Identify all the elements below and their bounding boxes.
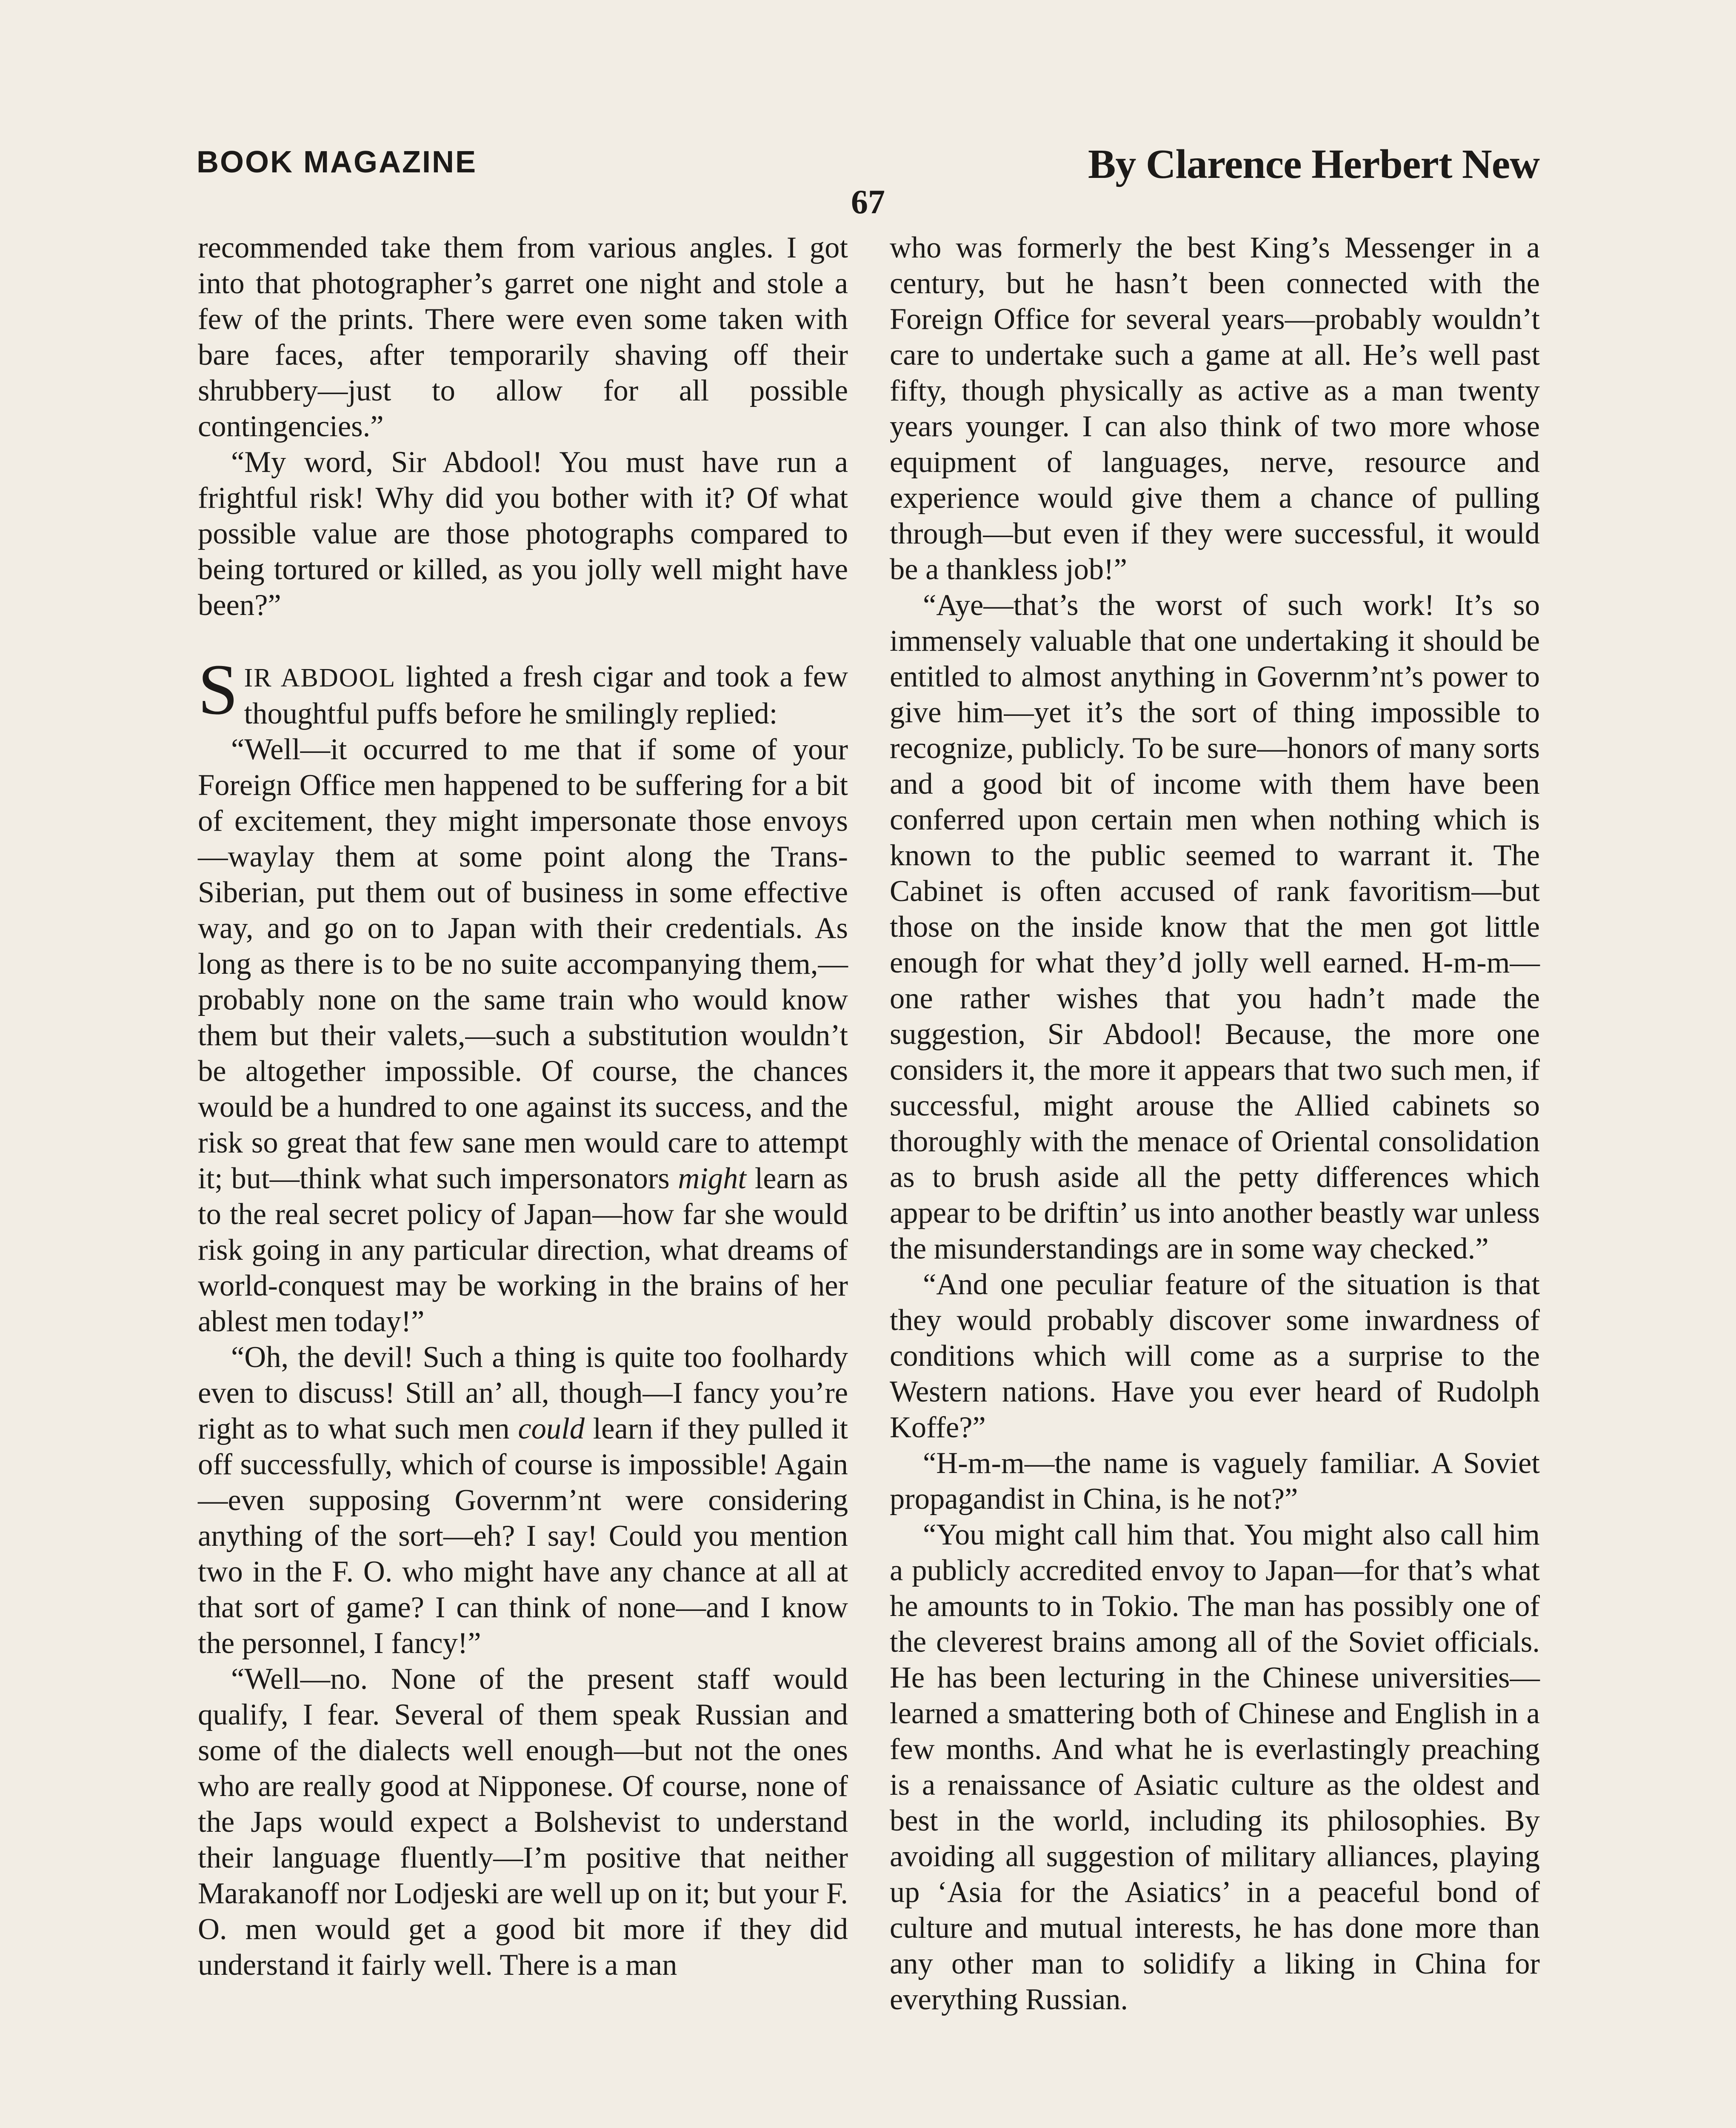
page-header xyxy=(197,140,1539,187)
paragraph-text: learn as to the real secret policy of Japan—how far she would risk going in any particular direction, what dreams of world-conquest may be working in the brains of her ablest men today!” xyxy=(198,1162,848,1338)
left-column xyxy=(198,230,848,1983)
small-caps-lead: IR ABDOOL xyxy=(244,664,396,692)
paragraph xyxy=(198,1339,848,1661)
paragraph: “Aye—that’s the worst of such work! It’s so immensely valuable that one undertaking it should be entitled to almost anything in Governm’nt’s power to give him—yet it’s the sort of thing impossible to recognize, publicly. To be sure—honors of many sorts and a good bit of income with them have been conferred upon certain men when nothing which is known to the public seemed to warrant it. The Cabinet is often accused of rank favoritism—but those on the inside know that the men got little enough for what they’d jolly well earned. H-m-m—one rather wishes that you hadn’t made the suggestion, Sir Abdool! Because, the more one considers it, the more it appears that two such men, if successful, might arouse the Allied cabinets so thoroughly with the menace of Oriental consolidation as to brush aside all the petty differences which appear to be driftin’ us into another beastly war unless the misunderstandings are in some way checked.” xyxy=(890,589,1540,1265)
paragraph: “You might call him that. You might also call him a publicly accredited envoy to Japan—for that’s what he amounts to in Tokio. The man has possibly one of the cleverest brains among all of the Soviet officials. He has been lecturing in the Chinese universities—learned a smattering both of Chinese and English in a few months. And what he is everlastingly preaching is a renaissance of Asiatic culture as the oldest and best in the world, including its philosophies. By avoiding all suggestion of military alliances, playing up ‘Asia for the Asiatics’ in a peaceful bond of culture and mutual interests, he has done more than any other man to solidify a liking in China for everything Russian. xyxy=(890,1518,1540,2016)
paragraph: recommended take them from various angles. I got into that photographer’s garret one night and stole a few of the prints. There were even some taken with bare faces, after temporarily shaving off their shrubbery—just to allow for all possible contingencies.” xyxy=(198,231,848,443)
paragraph-text: lighted a fresh cigar and took a few thoughtful puffs before he smilingly replied: xyxy=(244,660,848,730)
paragraph: who was formerly the best King’s Messenger in a century, but he hasn’t been connected with the Foreign Office for several years—probably wouldn’t care to undertake such a game at all. He’s well past fifty, though physically as active as a man twenty years younger. I can also think of two more whose equipment of languages, nerve, resource and experience would give them a chance of pulling through—but even if they were successful, it would be a thankless job!” xyxy=(890,231,1540,586)
author-byline: By Clarence Herbert New xyxy=(1088,141,1539,187)
page-number: 67 xyxy=(851,183,885,221)
paragraph-text: “Oh, the devil! Such a thing is quite too foolhardy even to discuss! Still an’ all, though—I fancy you’re right as to what such men xyxy=(198,1341,848,1445)
right-column xyxy=(890,230,1540,2017)
emphasis: might xyxy=(678,1162,746,1195)
paragraph-text: “Well—it occurred to me that if some of your Foreign Office men happened to be suffering for a bit of excitement, they might impersonate those envoys—waylay them at some point along the Trans-Siberian, put them out of business in some effective way, and go on to Japan with their credentials. As long as there is to be no suite accompanying them,—probably none on the same train who would know them but their valets,—such a substitution wouldn’t be altogether impossible. Of course, the chances would be a hundred to one against its success, and the risk so great that few sane men would care to attempt it; but—think what such impersonators xyxy=(198,733,848,1195)
paragraph: “H-m-m—the name is vaguely familiar. A Soviet propagandist in China, is he not?” xyxy=(890,1447,1540,1516)
emphasis: could xyxy=(518,1412,585,1445)
section-start-paragraph xyxy=(198,649,848,732)
paragraph-text: learn if they pulled it off successfully, which of course is impossible! Again—even supposing Governm’nt were considering anything of the sort—eh? I say! Could you mention two in the F. O. who might have any chance at all at that sort of game? I can think of none—and I know the personnel, I fancy!” xyxy=(198,1412,848,1660)
magazine-title: BOOK MAGAZINE xyxy=(197,145,477,179)
paragraph: “Well—no. None of the present staff would qualify, I fear. Several of them speak Russian and some of the dialects well enough—but not the ones who are really good at Nipponese. Of course, none of the Japs would expect a Bolshevist to understand their language fluently—I’m positive that neither Marakanoff nor Lodjeski are well up on it; but your F. O. men would get a good bit more if they did understand it fairly well. There is a man xyxy=(198,1662,848,1982)
drop-cap: S xyxy=(198,649,238,729)
paragraph: “My word, Sir Abdool! You must have run a frightful risk! Why did you bother with it? Of what possible value are those photographs compared to being tortured or killed, as you jolly well might have been?” xyxy=(198,446,848,622)
paragraph: “And one peculiar feature of the situation is that they would probably discover some inwardness of conditions which will come as a surprise to the Western nations. Have you ever heard of Rudolph Koffe?” xyxy=(890,1268,1540,1444)
paragraph xyxy=(198,732,848,1339)
